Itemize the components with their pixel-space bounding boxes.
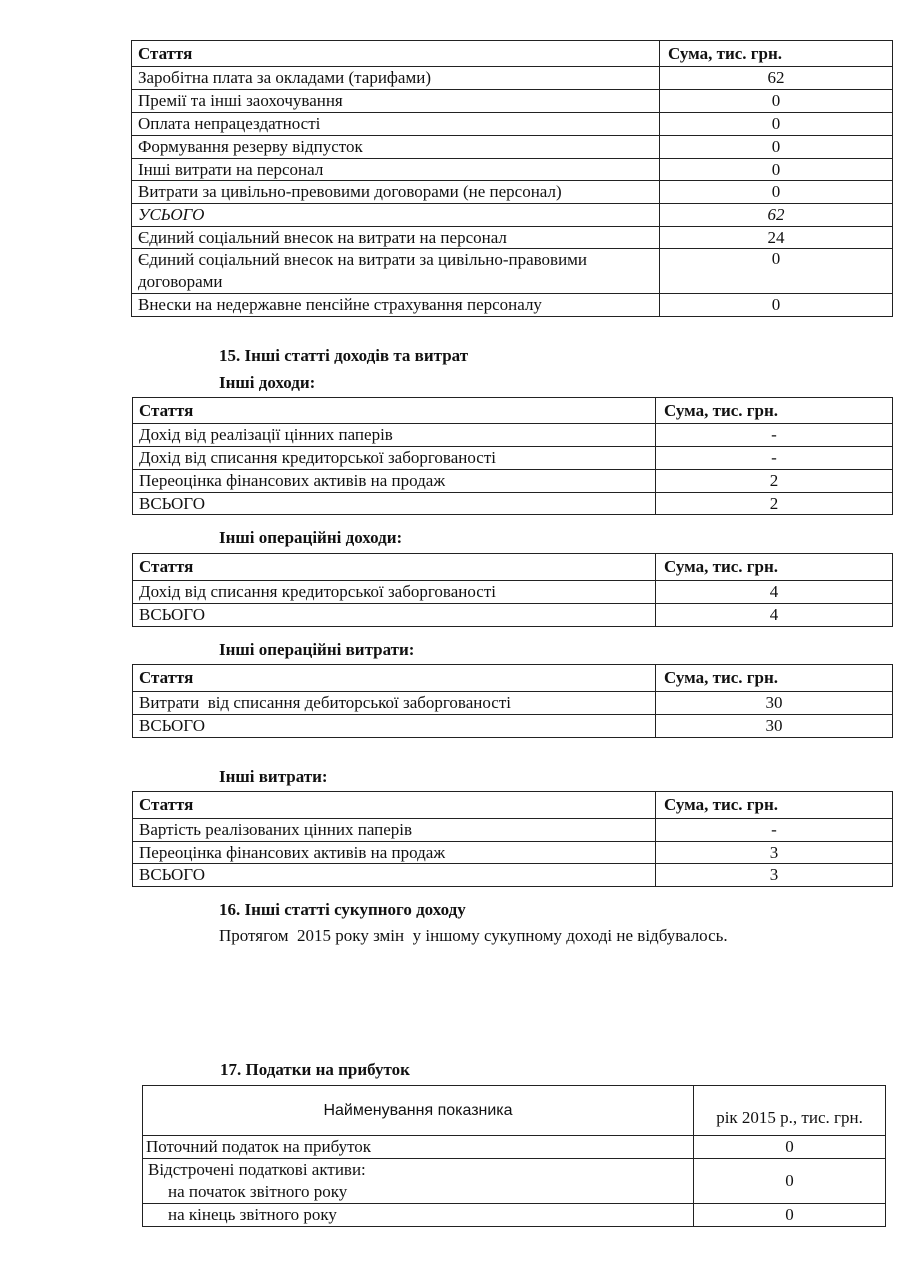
table-row bbox=[132, 227, 893, 249]
row-value: - bbox=[656, 447, 893, 470]
deferred-tax-assets-label: Відстрочені податкові активи: bbox=[148, 1160, 366, 1179]
table-row bbox=[132, 249, 893, 294]
other-expenses-table bbox=[132, 791, 893, 887]
column-header-article: Стаття bbox=[133, 554, 656, 581]
table-row bbox=[132, 113, 893, 136]
row-value: 0 bbox=[660, 294, 893, 317]
row-value: 30 bbox=[656, 692, 893, 715]
other-income-table bbox=[132, 397, 893, 515]
row-label: Внески на недержавне пенсійне страхування персоналу bbox=[132, 294, 660, 317]
row-label: на кінець звітного року bbox=[143, 1204, 694, 1227]
column-header-article: Стаття bbox=[133, 792, 656, 819]
row-label: ВСЬОГО bbox=[133, 715, 656, 738]
row-label: Єдиний соціальний внесок на витрати за цивільно-правовими договорами bbox=[132, 249, 660, 294]
row-label: Дохід від списання кредиторської заборгованості bbox=[133, 581, 656, 604]
column-header-amount: Сума, тис. грн. bbox=[660, 41, 893, 67]
table-row bbox=[133, 819, 893, 842]
row-value: 0 bbox=[660, 249, 893, 294]
row-label: Переоцінка фінансових активів на продаж bbox=[133, 842, 656, 864]
personnel-costs-table bbox=[131, 40, 893, 317]
table-row bbox=[143, 1204, 886, 1227]
other-operating-income-table bbox=[132, 553, 893, 627]
table-row bbox=[133, 424, 893, 447]
table-row bbox=[133, 842, 893, 864]
subheading-other-income: Інші доходи: bbox=[219, 373, 316, 392]
table-row bbox=[132, 181, 893, 204]
row-value: 0 bbox=[694, 1136, 886, 1159]
section-16-text: Протягом 2015 року змін у іншому сукупному доході не відбувалось. bbox=[219, 926, 728, 945]
row-value: 0 bbox=[660, 90, 893, 113]
row-value: 0 bbox=[660, 136, 893, 159]
table-row bbox=[133, 581, 893, 604]
row-value: 62 bbox=[660, 67, 893, 90]
table-row bbox=[133, 470, 893, 493]
column-header-article: Стаття bbox=[133, 398, 656, 424]
row-value: 24 bbox=[660, 227, 893, 249]
column-header-article: Стаття bbox=[133, 665, 656, 692]
table-row bbox=[132, 136, 893, 159]
row-value: 0 bbox=[694, 1159, 886, 1204]
row-label: Формування резерву відпусток bbox=[132, 136, 660, 159]
row-value: 62 bbox=[660, 204, 893, 227]
table-row bbox=[132, 90, 893, 113]
row-label: Витрати від списання дебиторської заборгованості bbox=[133, 692, 656, 715]
table-row bbox=[132, 159, 893, 181]
row-value: 30 bbox=[656, 715, 893, 738]
subheading-other-operating-expenses: Інші операційні витрати: bbox=[219, 640, 415, 659]
column-header-amount: Сума, тис. грн. bbox=[656, 398, 893, 424]
row-label: Витрати за цивільно-превовими договорами (не персонал) bbox=[132, 181, 660, 204]
table-row bbox=[143, 1136, 886, 1159]
row-value: 0 bbox=[660, 113, 893, 136]
row-value: 4 bbox=[656, 604, 893, 627]
row-label: Інші витрати на персонал bbox=[132, 159, 660, 181]
table-total-row bbox=[133, 715, 893, 738]
other-operating-expenses-table bbox=[132, 664, 893, 738]
table-header-row bbox=[132, 41, 893, 67]
row-label: ВСЬОГО bbox=[133, 604, 656, 627]
column-header-amount: Сума, тис. грн. bbox=[656, 665, 893, 692]
income-tax-table bbox=[142, 1085, 886, 1227]
table-total-row bbox=[132, 204, 893, 227]
section-17-title: 17. Податки на прибуток bbox=[220, 1060, 410, 1079]
table-row bbox=[132, 294, 893, 317]
row-value: 3 bbox=[656, 864, 893, 887]
subheading-other-operating-income: Інші операційні доходи: bbox=[219, 528, 403, 547]
row-value: 3 bbox=[656, 842, 893, 864]
table-header-row bbox=[133, 554, 893, 581]
row-value: 0 bbox=[660, 181, 893, 204]
row-label-group bbox=[143, 1159, 694, 1204]
row-value: 0 bbox=[694, 1204, 886, 1227]
table-header-row bbox=[133, 792, 893, 819]
table-row bbox=[132, 67, 893, 90]
table-header-row bbox=[133, 398, 893, 424]
row-label: УСЬОГО bbox=[132, 204, 660, 227]
row-label: Заробітна плата за окладами (тарифами) bbox=[132, 67, 660, 90]
column-header-indicator: Найменування показника bbox=[143, 1086, 694, 1136]
table-row bbox=[133, 692, 893, 715]
row-label: Переоцінка фінансових активів на продаж bbox=[133, 470, 656, 493]
section-15-title: 15. Інші статті доходів та витрат bbox=[219, 346, 469, 365]
subheading-other-expenses: Інші витрати: bbox=[219, 767, 328, 786]
table-total-row bbox=[133, 604, 893, 627]
row-label: ВСЬОГО bbox=[133, 493, 656, 515]
table-row bbox=[133, 447, 893, 470]
row-value: - bbox=[656, 424, 893, 447]
table-row bbox=[143, 1159, 886, 1204]
table-header-row bbox=[143, 1086, 886, 1136]
row-label: Поточний податок на прибуток bbox=[143, 1136, 694, 1159]
row-label: Єдиний соціальний внесок на витрати на персонал bbox=[132, 227, 660, 249]
row-label: ВСЬОГО bbox=[133, 864, 656, 887]
table-header-row bbox=[133, 665, 893, 692]
row-label: Оплата непрацездатності bbox=[132, 113, 660, 136]
row-label: Премії та інші заохочування bbox=[132, 90, 660, 113]
section-16-title: 16. Інші статті сукупного доходу bbox=[219, 900, 466, 919]
table-total-row bbox=[133, 493, 893, 515]
column-header-amount: Сума, тис. грн. bbox=[656, 792, 893, 819]
deferred-tax-assets-start-label: на початок звітного року bbox=[168, 1182, 348, 1201]
row-value: - bbox=[656, 819, 893, 842]
row-label: Дохід від списання кредиторської заборгованості bbox=[133, 447, 656, 470]
column-header-year: рік 2015 р., тис. грн. bbox=[694, 1086, 886, 1136]
row-value: 4 bbox=[656, 581, 893, 604]
row-label: Вартість реалізованих цінних паперів bbox=[133, 819, 656, 842]
row-value: 2 bbox=[656, 470, 893, 493]
row-value: 0 bbox=[660, 159, 893, 181]
table-total-row bbox=[133, 864, 893, 887]
column-header-article: Стаття bbox=[132, 41, 660, 67]
row-value: 2 bbox=[656, 493, 893, 515]
row-label: Дохід від реалізації цінних паперів bbox=[133, 424, 656, 447]
column-header-amount: Сума, тис. грн. bbox=[656, 554, 893, 581]
